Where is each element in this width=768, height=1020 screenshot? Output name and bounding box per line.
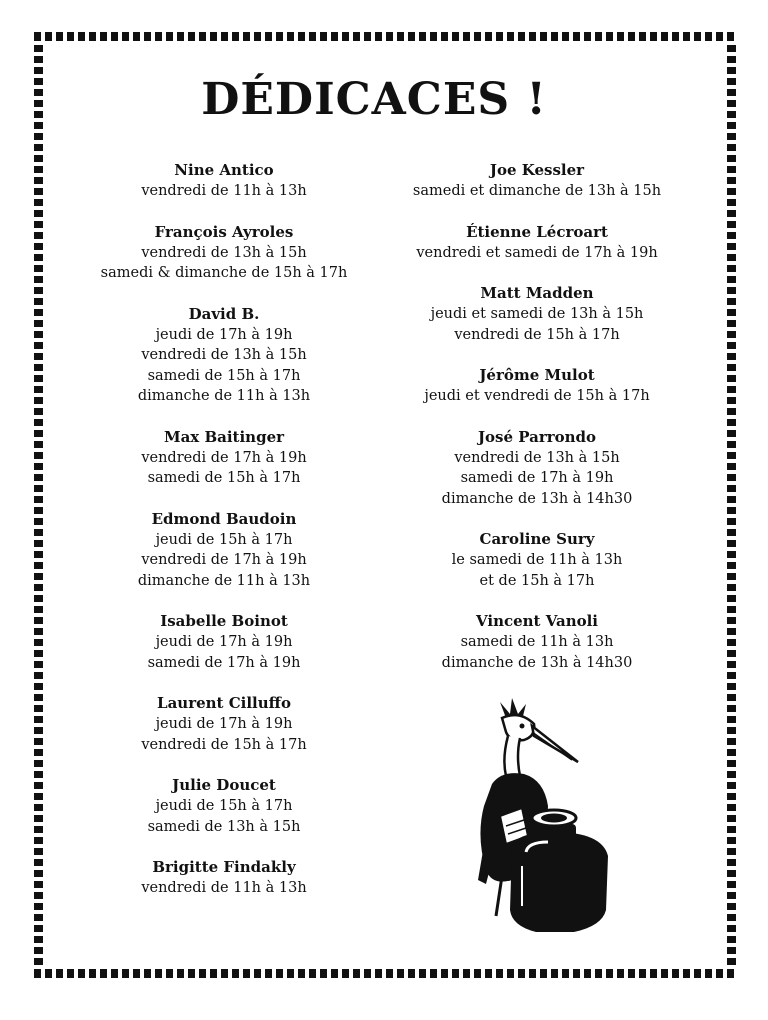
bird-with-inkwell-icon (462, 696, 622, 936)
signing-time: samedi de 15h à 17h (147, 367, 301, 384)
signing-time: samedi de 11h à 13h (460, 634, 614, 650)
author-name: Vincent Vanoli (476, 612, 598, 630)
signing-time: vendredi de 15h à 17h (141, 736, 307, 753)
signing-time: jeudi de 17h à 19h (155, 716, 293, 732)
author-entry (84, 611, 364, 673)
signing-time: dimanche de 13h à 14h30 (441, 654, 633, 671)
author-name: François Ayroles (154, 222, 294, 241)
author-name: Max Baitinger (163, 427, 285, 446)
author-name: Matt Madden (480, 284, 594, 302)
author-entry (84, 775, 364, 837)
signing-time: samedi & dimanche de 15h à 17h (100, 265, 348, 281)
signing-time: jeudi et vendredi de 15h à 17h (424, 388, 650, 404)
author-entry (84, 857, 364, 899)
author-name: Nine Antico (174, 161, 274, 179)
author-entry (84, 509, 364, 592)
signing-time: vendredi et samedi de 17h à 19h (416, 244, 658, 261)
signing-time: samedi de 17h à 19h (460, 470, 614, 486)
author-entry (392, 222, 682, 264)
signing-time: vendredi de 11h à 13h (141, 880, 307, 896)
signing-time: jeudi de 15h à 17h (155, 531, 293, 548)
right-schedule-column (392, 160, 682, 693)
signing-time: vendredi de 13h à 15h (141, 244, 307, 261)
signing-time: le samedi de 11h à 13h (451, 552, 623, 568)
author-entry (392, 611, 682, 673)
author-entry (84, 693, 364, 755)
author-entry (84, 222, 364, 284)
signing-time: vendredi de 11h à 13h (141, 183, 307, 199)
author-name: Laurent Cilluffo (157, 694, 291, 712)
signing-time: jeudi et samedi de 13h à 15h (430, 306, 644, 322)
signing-time: samedi de 15h à 17h (147, 470, 301, 486)
author-name: Caroline Sury (479, 530, 595, 548)
signing-time: dimanche de 11h à 13h (137, 388, 311, 404)
signing-time: dimanche de 11h à 13h (137, 572, 311, 589)
author-name: Brigitte Findakly (152, 858, 296, 876)
page-title: DÉDICACES ! (201, 74, 547, 125)
author-entry (392, 365, 682, 407)
signing-time: jeudi de 17h à 19h (155, 326, 293, 343)
author-name: Étienne Lécroart (466, 222, 608, 241)
signing-time: dimanche de 13h à 14h30 (441, 490, 633, 507)
signing-time: vendredi de 17h à 19h (141, 449, 307, 466)
signing-time: vendredi de 13h à 15h (141, 347, 307, 363)
signing-time: samedi de 13h à 15h (147, 818, 301, 835)
author-entry (392, 283, 682, 345)
author-name: David B. (188, 304, 260, 323)
author-name: Isabelle Boinot (160, 612, 288, 630)
author-entry (392, 529, 682, 591)
signing-time: vendredi de 17h à 19h (141, 552, 307, 568)
author-name: José Parrondo (477, 427, 597, 446)
author-entry (84, 160, 364, 202)
author-entry (84, 304, 364, 407)
signing-time: vendredi de 15h à 17h (454, 326, 620, 343)
signing-time: samedi de 17h à 19h (147, 654, 301, 671)
author-name: Julie Doucet (172, 776, 276, 794)
signing-time: samedi et dimanche de 13h à 15h (412, 183, 662, 199)
author-name: Joe Kessler (489, 161, 585, 179)
left-schedule-column (84, 160, 364, 919)
signing-time: et de 15h à 17h (479, 572, 595, 589)
author-name: Edmond Baudoin (151, 509, 297, 528)
signing-time: jeudi de 15h à 17h (155, 798, 293, 814)
author-entry (84, 427, 364, 489)
author-entry (392, 160, 682, 202)
author-entry (392, 427, 682, 510)
signing-time: jeudi de 17h à 19h (155, 634, 293, 650)
signing-time: vendredi de 13h à 15h (454, 449, 620, 466)
author-name: Jérôme Mulot (479, 366, 595, 384)
